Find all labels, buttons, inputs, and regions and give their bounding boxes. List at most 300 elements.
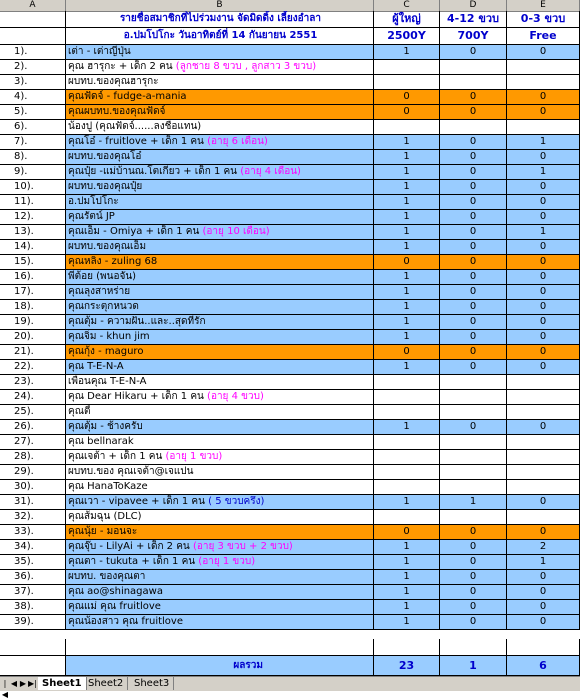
adult-count[interactable]: 1 xyxy=(374,330,440,345)
table-row xyxy=(0,615,580,630)
adult-count[interactable]: 1 xyxy=(374,315,440,330)
infant-count[interactable]: 0 xyxy=(507,600,580,615)
table-row xyxy=(0,375,580,390)
member-name: คุณกุ้ง - maguro xyxy=(68,346,144,357)
table-row xyxy=(0,510,580,525)
adult-count[interactable]: 1 xyxy=(374,360,440,375)
member-name: คุณ ao@shinagawa xyxy=(68,586,163,597)
infant-count[interactable]: 0 xyxy=(507,330,580,345)
row-number[interactable]: 16). xyxy=(0,270,66,285)
row-number[interactable]: 22). xyxy=(0,360,66,375)
child-count[interactable]: 0 xyxy=(440,195,507,210)
member-name: ผบทบ.ของคุณปุ๋ย xyxy=(68,181,143,192)
table-row xyxy=(0,330,580,345)
member-name-cell[interactable] xyxy=(66,495,374,510)
infant-count[interactable] xyxy=(507,375,580,390)
tab-sheet3[interactable]: Sheet3 xyxy=(130,677,174,690)
member-name: อ.ปมโปโกะ xyxy=(68,196,119,207)
adult-count[interactable]: 1 xyxy=(374,615,440,630)
row-number[interactable]: 17). xyxy=(0,285,66,300)
prev-sheet-icon[interactable]: ◀ xyxy=(10,679,18,688)
table-row xyxy=(0,150,580,165)
total-adult[interactable]: 23 xyxy=(374,656,440,676)
adult-count[interactable] xyxy=(374,60,440,75)
adult-count[interactable]: 1 xyxy=(374,555,440,570)
table-row xyxy=(0,60,580,75)
infant-count[interactable]: 0 xyxy=(507,195,580,210)
member-name: ผบทบ.ของ คุณเจต้า@เจแปน xyxy=(68,466,194,477)
infant-count[interactable]: 0 xyxy=(507,585,580,600)
table-row xyxy=(0,225,580,240)
child-count[interactable]: 0 xyxy=(440,420,507,435)
row-number[interactable]: 28). xyxy=(0,450,66,465)
table-row xyxy=(0,75,580,90)
column-header-b[interactable]: B xyxy=(66,0,374,11)
row-number[interactable]: 21). xyxy=(0,345,66,360)
row-number[interactable]: 13). xyxy=(0,225,66,240)
infant-count[interactable]: 1 xyxy=(507,225,580,240)
adult-count[interactable]: 1 xyxy=(374,135,440,150)
adult-count[interactable] xyxy=(374,405,440,420)
table-row xyxy=(0,315,580,330)
table-row xyxy=(0,390,580,405)
child-count[interactable] xyxy=(440,465,507,480)
member-name-cell[interactable] xyxy=(66,225,374,240)
table-row xyxy=(0,90,580,105)
row-number[interactable]: 5). xyxy=(0,105,66,120)
table-row xyxy=(0,300,580,315)
member-name-cell[interactable] xyxy=(66,150,374,165)
header-adult-label[interactable]: ผู้ใหญ่ xyxy=(374,11,440,28)
infant-count[interactable] xyxy=(507,405,580,420)
table-row xyxy=(0,255,580,270)
row-number[interactable]: 29). xyxy=(0,465,66,480)
row-number[interactable]: 18). xyxy=(0,300,66,315)
member-name: คุณจิ๋ม - khun jim xyxy=(68,331,150,342)
infant-count[interactable]: 0 xyxy=(507,525,580,540)
member-name-cell[interactable] xyxy=(66,360,374,375)
child-count[interactable]: 0 xyxy=(440,90,507,105)
row-number[interactable]: 9). xyxy=(0,165,66,180)
member-name-cell[interactable] xyxy=(66,525,374,540)
row-number[interactable]: 32). xyxy=(0,510,66,525)
child-count[interactable] xyxy=(440,75,507,90)
child-count[interactable] xyxy=(440,120,507,135)
table-row xyxy=(0,405,580,420)
child-count[interactable]: 0 xyxy=(440,345,507,360)
adult-count[interactable]: 1 xyxy=(374,600,440,615)
adult-count[interactable]: 0 xyxy=(374,255,440,270)
child-count[interactable] xyxy=(440,480,507,495)
infant-count[interactable] xyxy=(507,120,580,135)
member-name: คุณ HanaToKaze xyxy=(68,481,148,492)
title-line-2[interactable]: อ.ปมโปโกะ วันอาทิตย์ที่ 14 กันยายน 2551 xyxy=(66,28,374,45)
member-note: ( 5 ขวบครึ่ง) xyxy=(204,496,265,507)
infant-count[interactable]: 1 xyxy=(507,135,580,150)
member-name-cell[interactable] xyxy=(66,135,374,150)
member-name-cell[interactable] xyxy=(66,540,374,555)
infant-count[interactable]: 0 xyxy=(507,45,580,60)
child-count[interactable] xyxy=(440,375,507,390)
member-name-cell[interactable] xyxy=(66,285,374,300)
table-row xyxy=(0,210,580,225)
member-note: (อายุ 10 เดือน) xyxy=(199,226,270,237)
child-count[interactable]: 0 xyxy=(440,105,507,120)
adult-count[interactable] xyxy=(374,510,440,525)
adult-count[interactable]: 1 xyxy=(374,150,440,165)
member-name: ผบทบ.ของคุณโอ๋ xyxy=(68,151,142,162)
member-name: คุณลุงสาหร่าย xyxy=(68,286,131,297)
child-count[interactable]: 0 xyxy=(440,255,507,270)
member-name-cell[interactable] xyxy=(66,615,374,630)
title-row-1 xyxy=(0,11,580,28)
total-child[interactable]: 1 xyxy=(440,656,507,676)
infant-count[interactable]: 0 xyxy=(507,315,580,330)
child-count[interactable]: 0 xyxy=(440,240,507,255)
total-label[interactable]: ผลรวม xyxy=(66,656,374,676)
member-name-cell[interactable] xyxy=(66,210,374,225)
member-name: คุณเวา - vipavee + เด็ก 1 คน xyxy=(68,496,205,507)
column-header-c[interactable]: C xyxy=(374,0,440,11)
row-number[interactable]: 1). xyxy=(0,45,66,60)
table-row xyxy=(0,345,580,360)
adult-count[interactable]: 1 xyxy=(374,165,440,180)
adult-count[interactable] xyxy=(374,375,440,390)
infant-count[interactable] xyxy=(507,75,580,90)
row-number[interactable]: 37). xyxy=(0,585,66,600)
member-name-cell[interactable] xyxy=(66,255,374,270)
title-line-1[interactable]: รายชื่อสมาชิกที่ไปร่วมงาน จัดมิดดิ้ง เลี้ยงอำลา xyxy=(66,11,374,28)
adult-count[interactable]: 1 xyxy=(374,210,440,225)
table-row xyxy=(0,555,580,570)
member-name-cell[interactable] xyxy=(66,270,374,285)
blank-cell[interactable] xyxy=(66,639,374,656)
row-number[interactable]: 4). xyxy=(0,90,66,105)
member-name-cell[interactable] xyxy=(66,405,374,420)
member-name: คุณจุ๊บ - LilyAi + เด็ก 2 คน xyxy=(68,541,190,552)
adult-count[interactable] xyxy=(374,120,440,135)
row-number[interactable]: 19). xyxy=(0,315,66,330)
table-row xyxy=(0,165,580,180)
member-name-cell[interactable] xyxy=(66,375,374,390)
adult-count[interactable] xyxy=(374,75,440,90)
table-row xyxy=(0,360,580,375)
child-count[interactable]: 0 xyxy=(440,150,507,165)
table-row xyxy=(0,120,580,135)
row-number[interactable]: 31). xyxy=(0,495,66,510)
adult-count[interactable]: 1 xyxy=(374,585,440,600)
adult-count[interactable]: 1 xyxy=(374,180,440,195)
member-note: (อายุ 4 ขวบ) xyxy=(203,391,264,402)
adult-count[interactable]: 0 xyxy=(374,345,440,360)
member-name: คุณฟัดจ์ - fudge-a-mania xyxy=(68,91,187,102)
infant-count[interactable]: 0 xyxy=(507,150,580,165)
member-name: เพื่อนคุณ T-E-N-A xyxy=(68,376,147,387)
member-name: คุณโอ๋ - fruitlove + เด็ก 1 คน xyxy=(68,136,204,147)
next-sheet-icon[interactable]: ▶ xyxy=(19,679,27,688)
member-name: คุณตุ้ม - ช้างครับ xyxy=(68,421,143,432)
adult-count[interactable]: 1 xyxy=(374,420,440,435)
member-name-cell[interactable] xyxy=(66,45,374,60)
infant-count[interactable]: 1 xyxy=(507,555,580,570)
adult-count[interactable]: 0 xyxy=(374,525,440,540)
child-count[interactable]: 0 xyxy=(440,285,507,300)
infant-count[interactable]: 0 xyxy=(507,105,580,120)
blank-cell[interactable] xyxy=(507,639,580,656)
child-count[interactable]: 0 xyxy=(440,540,507,555)
adult-count[interactable]: 1 xyxy=(374,285,440,300)
table-row xyxy=(0,135,580,150)
member-note: (อายุ 3 ขวบ + 2 ขวบ) xyxy=(189,541,293,552)
header-child-price[interactable]: 700Y xyxy=(440,28,507,45)
adult-count[interactable]: 1 xyxy=(374,240,440,255)
infant-count[interactable]: 0 xyxy=(507,270,580,285)
title-row-2 xyxy=(0,28,580,45)
child-count[interactable]: 0 xyxy=(440,315,507,330)
infant-count[interactable]: 0 xyxy=(507,240,580,255)
table-row xyxy=(0,285,580,300)
table-row xyxy=(0,585,580,600)
infant-count[interactable]: 0 xyxy=(507,90,580,105)
blank-cell[interactable] xyxy=(374,639,440,656)
adult-count[interactable]: 0 xyxy=(374,90,440,105)
infant-count[interactable]: 0 xyxy=(507,420,580,435)
last-sheet-icon[interactable]: ▶| xyxy=(28,679,37,688)
adult-count[interactable] xyxy=(374,435,440,450)
child-count[interactable]: 1 xyxy=(440,495,507,510)
child-count[interactable] xyxy=(440,390,507,405)
member-name: คุณกระตุกหนวด xyxy=(68,301,139,312)
child-count[interactable]: 0 xyxy=(440,180,507,195)
child-count[interactable]: 0 xyxy=(440,270,507,285)
row-number[interactable]: 26). xyxy=(0,420,66,435)
member-name: คุณ T-E-N-A xyxy=(68,361,124,372)
member-name-cell[interactable] xyxy=(66,75,374,90)
infant-count[interactable] xyxy=(507,480,580,495)
adult-count[interactable]: 1 xyxy=(374,270,440,285)
header-adult-price[interactable]: 2500Y xyxy=(374,28,440,45)
row-number[interactable]: 33). xyxy=(0,525,66,540)
row-number-cell[interactable] xyxy=(0,656,66,676)
header-infant-label[interactable]: 0-3 ขวบ xyxy=(507,11,580,28)
member-name-cell[interactable] xyxy=(66,510,374,525)
infant-count[interactable]: 0 xyxy=(507,360,580,375)
row-number[interactable]: 34). xyxy=(0,540,66,555)
adult-count[interactable] xyxy=(374,450,440,465)
child-count[interactable] xyxy=(440,510,507,525)
adult-count[interactable]: 1 xyxy=(374,300,440,315)
table-row xyxy=(0,420,580,435)
row-number[interactable]: 3). xyxy=(0,75,66,90)
table-row xyxy=(0,540,580,555)
child-count[interactable] xyxy=(440,405,507,420)
member-name-cell[interactable] xyxy=(66,315,374,330)
infant-count[interactable]: 2 xyxy=(507,540,580,555)
adult-count[interactable] xyxy=(374,465,440,480)
sheet-tab-bar xyxy=(0,676,580,699)
infant-count[interactable] xyxy=(507,450,580,465)
child-count[interactable]: 0 xyxy=(440,525,507,540)
table-row xyxy=(0,600,580,615)
child-count[interactable]: 0 xyxy=(440,585,507,600)
table-row xyxy=(0,465,580,480)
member-name: คุณแม่ คุณ fruitlove xyxy=(68,601,161,612)
row-number[interactable]: 36). xyxy=(0,570,66,585)
tab-sheet2[interactable]: Sheet2 xyxy=(84,677,128,690)
first-sheet-icon[interactable]: |◀ xyxy=(1,679,9,699)
member-name-cell[interactable] xyxy=(66,330,374,345)
member-name-cell[interactable] xyxy=(66,165,374,180)
child-count[interactable]: 0 xyxy=(440,570,507,585)
member-name-cell[interactable] xyxy=(66,420,374,435)
child-count[interactable]: 0 xyxy=(440,300,507,315)
infant-count[interactable]: 0 xyxy=(507,210,580,225)
member-name-cell[interactable] xyxy=(66,105,374,120)
infant-count[interactable]: 1 xyxy=(507,165,580,180)
member-name: น้องปู (คุณฟัดจ์......ลงชื่อแทน) xyxy=(68,121,202,132)
infant-count[interactable] xyxy=(507,465,580,480)
member-name-cell[interactable] xyxy=(66,345,374,360)
total-row xyxy=(0,656,580,676)
member-name: คุณ ฮารุกะ + เด็ก 2 คน xyxy=(68,61,173,72)
row-number[interactable]: 35). xyxy=(0,555,66,570)
table-row xyxy=(0,450,580,465)
table-row xyxy=(0,105,580,120)
adult-count[interactable]: 1 xyxy=(374,540,440,555)
member-name-cell[interactable] xyxy=(66,570,374,585)
adult-count[interactable]: 1 xyxy=(374,570,440,585)
row-number-cell[interactable] xyxy=(0,11,66,28)
child-count[interactable]: 0 xyxy=(440,165,507,180)
member-name-cell[interactable] xyxy=(66,180,374,195)
header-child-label[interactable]: 4-12 ขวบ xyxy=(440,11,507,28)
infant-count[interactable]: 0 xyxy=(507,570,580,585)
adult-count[interactable]: 0 xyxy=(374,105,440,120)
row-number[interactable]: 30). xyxy=(0,480,66,495)
child-count[interactable] xyxy=(440,60,507,75)
infant-count[interactable]: 0 xyxy=(507,180,580,195)
infant-count[interactable] xyxy=(507,510,580,525)
member-name-cell[interactable] xyxy=(66,450,374,465)
child-count[interactable]: 0 xyxy=(440,225,507,240)
infant-count[interactable] xyxy=(507,390,580,405)
infant-count[interactable]: 0 xyxy=(507,285,580,300)
member-name: คุณน้องสาว คุณ fruitlove xyxy=(68,616,183,627)
member-name: ผบทบ.ของคุณฮารุกะ xyxy=(68,76,159,87)
infant-count[interactable] xyxy=(507,60,580,75)
child-count[interactable]: 0 xyxy=(440,135,507,150)
child-count[interactable] xyxy=(440,450,507,465)
infant-count[interactable]: 0 xyxy=(507,495,580,510)
column-header-e[interactable]: E xyxy=(507,0,580,11)
member-name-cell[interactable] xyxy=(66,480,374,495)
member-name: คุณตุ้ม - ความฝัน..และ..สุดที่รัก xyxy=(68,316,206,327)
member-name: คุณนุ้ย - มอนจะ xyxy=(68,526,138,537)
member-name-cell[interactable] xyxy=(66,390,374,405)
member-note: (อายุ 1 ขวบ) xyxy=(195,556,256,567)
column-header-a[interactable]: A xyxy=(0,0,66,11)
child-count[interactable]: 0 xyxy=(440,600,507,615)
member-name: คุณรัตน์ JP xyxy=(68,211,115,222)
blank-cell[interactable] xyxy=(440,639,507,656)
row-number[interactable]: 38). xyxy=(0,600,66,615)
member-note: (อายุ 1 ขวบ) xyxy=(162,451,223,462)
table-row xyxy=(0,570,580,585)
row-number[interactable]: 27). xyxy=(0,435,66,450)
column-header-d[interactable]: D xyxy=(440,0,507,11)
adult-count[interactable]: 1 xyxy=(374,45,440,60)
total-infant[interactable]: 6 xyxy=(507,656,580,676)
row-number[interactable]: 12). xyxy=(0,210,66,225)
adult-count[interactable]: 1 xyxy=(374,495,440,510)
member-name-cell[interactable] xyxy=(66,120,374,135)
adult-count[interactable] xyxy=(374,480,440,495)
infant-count[interactable] xyxy=(507,435,580,450)
child-count[interactable]: 0 xyxy=(440,555,507,570)
row-number-cell[interactable] xyxy=(0,639,66,656)
member-name-cell[interactable] xyxy=(66,585,374,600)
member-name-cell[interactable] xyxy=(66,465,374,480)
member-name-cell[interactable] xyxy=(66,60,374,75)
row-number[interactable]: 25). xyxy=(0,405,66,420)
adult-count[interactable]: 1 xyxy=(374,195,440,210)
row-number[interactable]: 14). xyxy=(0,240,66,255)
adult-count[interactable]: 1 xyxy=(374,225,440,240)
child-count[interactable]: 0 xyxy=(440,360,507,375)
row-number[interactable]: 6). xyxy=(0,120,66,135)
row-number[interactable]: 39). xyxy=(0,615,66,630)
member-name: ผบทบ.ของคุณเอ็ม xyxy=(68,241,147,252)
row-number[interactable]: 2). xyxy=(0,60,66,75)
child-count[interactable]: 0 xyxy=(440,45,507,60)
infant-count[interactable]: 0 xyxy=(507,300,580,315)
member-name: เต่า - เต่าญี่ปุ่น xyxy=(68,46,131,57)
member-name-cell[interactable] xyxy=(66,555,374,570)
row-number[interactable]: 23). xyxy=(0,375,66,390)
member-name-cell[interactable] xyxy=(66,90,374,105)
tab-sheet1[interactable]: Sheet1 xyxy=(38,677,87,690)
row-number[interactable]: 8). xyxy=(0,150,66,165)
row-number[interactable]: 24). xyxy=(0,390,66,405)
child-count[interactable] xyxy=(440,435,507,450)
member-name-cell[interactable] xyxy=(66,600,374,615)
adult-count[interactable] xyxy=(374,390,440,405)
header-infant-price[interactable]: Free xyxy=(507,28,580,45)
member-note: (อายุ 4 เดือน) xyxy=(237,166,301,177)
member-name-cell[interactable] xyxy=(66,435,374,450)
row-number-cell[interactable] xyxy=(0,28,66,45)
table-row xyxy=(0,270,580,285)
member-name: คุณเจต้า + เด็ก 1 คน xyxy=(68,451,163,462)
infant-count[interactable]: 0 xyxy=(507,255,580,270)
member-name: คุณตี้ xyxy=(68,406,91,417)
row-number[interactable]: 20). xyxy=(0,330,66,345)
child-count[interactable]: 0 xyxy=(440,615,507,630)
child-count[interactable]: 0 xyxy=(440,210,507,225)
row-number[interactable]: 15). xyxy=(0,255,66,270)
member-name-cell[interactable] xyxy=(66,195,374,210)
row-number[interactable]: 10). xyxy=(0,180,66,195)
child-count[interactable]: 0 xyxy=(440,330,507,345)
member-name: คุณ bellnarak xyxy=(68,436,134,447)
infant-count[interactable]: 0 xyxy=(507,615,580,630)
row-number[interactable]: 11). xyxy=(0,195,66,210)
infant-count[interactable]: 0 xyxy=(507,345,580,360)
member-name-cell[interactable] xyxy=(66,300,374,315)
member-name-cell[interactable] xyxy=(66,240,374,255)
row-number[interactable]: 7). xyxy=(0,135,66,150)
table-row xyxy=(0,240,580,255)
